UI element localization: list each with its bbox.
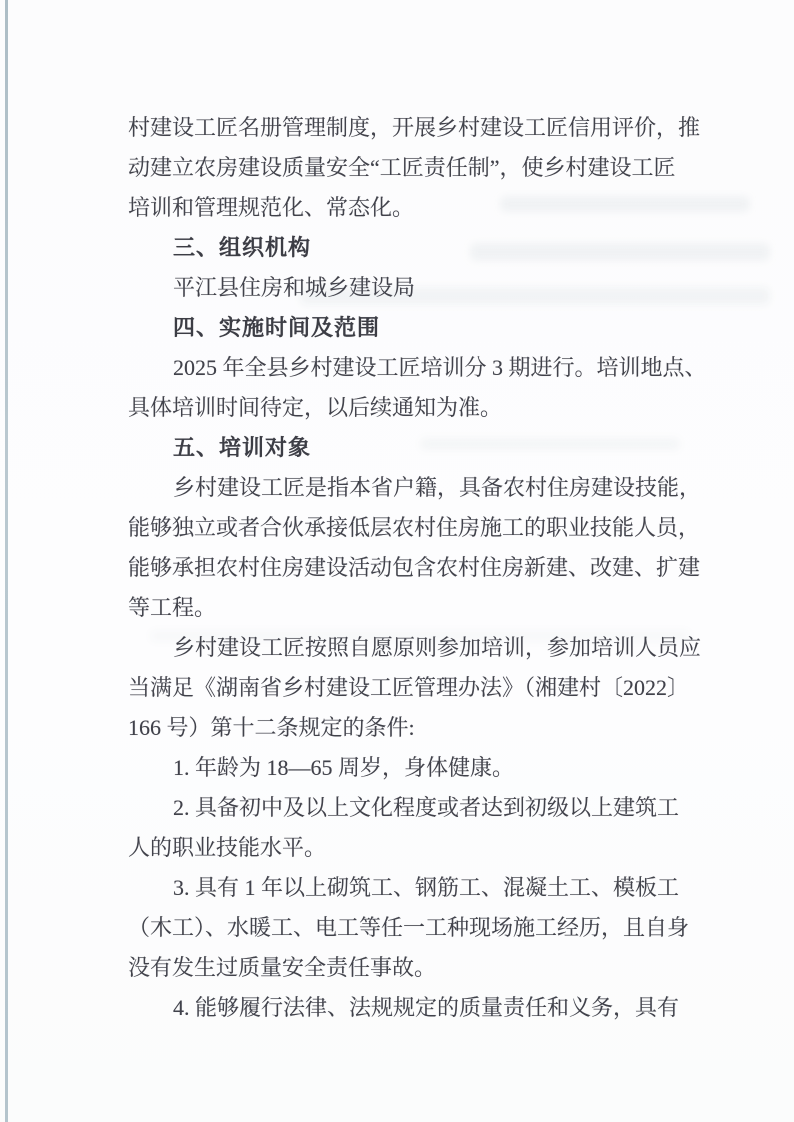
text-line: 四、实施时间及范围 — [173, 315, 381, 340]
text-line: 没有发生过质量安全责任事故。 — [128, 955, 437, 980]
text-line: 村建设工匠名册管理制度，开展乡村建设工匠信用评价，推 — [128, 115, 701, 140]
text-line: 动建立农房建设质量安全“工匠责任制”，使乡村建设工匠 — [128, 155, 676, 180]
text-line: 当满足《湖南省乡村建设工匠管理办法》（湘建村〔2022〕 — [128, 675, 690, 700]
text-line: 人的职业技能水平。 — [128, 835, 327, 860]
text-line: 乡村建设工匠按照自愿原则参加培训，参加培训人员应 — [173, 635, 702, 660]
text-line: 具体培训时间待定，以后续通知为准。 — [128, 395, 503, 420]
text-line: 三、组织机构 — [173, 235, 312, 260]
text-line: 2025 年全县乡村建设工匠培训分 3 期进行。培训地点、 — [173, 355, 707, 380]
document-text-block — [128, 108, 707, 1028]
text-line: 2. 具备初中及以上文化程度或者达到初级以上建筑工 — [173, 795, 680, 820]
text-line: 1. 年龄为 18—65 周岁，身体健康。 — [173, 755, 515, 780]
text-line: 等工程。 — [128, 595, 217, 620]
text-line: 166 号）第十二条规定的条件: — [128, 715, 415, 740]
text-line: 培训和管理规范化、常态化。 — [128, 195, 415, 220]
text-line: 4. 能够履行法律、法规规定的质量责任和义务，具有 — [173, 995, 680, 1020]
text-line: 乡村建设工匠是指本省户籍，具备农村住房建设技能， — [173, 475, 702, 500]
text-line: 3. 具有 1 年以上砌筑工、钢筋工、混凝土工、模板工 — [173, 875, 680, 900]
text-line: （木工）、水暖工、电工等任一工种现场施工经历，且自身 — [128, 915, 690, 940]
scan-edge-line — [5, 0, 8, 1122]
text-line: 五、培训对象 — [173, 435, 312, 460]
text-line: 平江县住房和城乡建设局 — [173, 275, 416, 300]
text-line: 能够承担农村住房建设活动包含农村住房新建、改建、扩建 — [128, 555, 701, 580]
text-line: 能够独立或者合伙承接低层农村住房施工的职业技能人员， — [128, 515, 701, 540]
